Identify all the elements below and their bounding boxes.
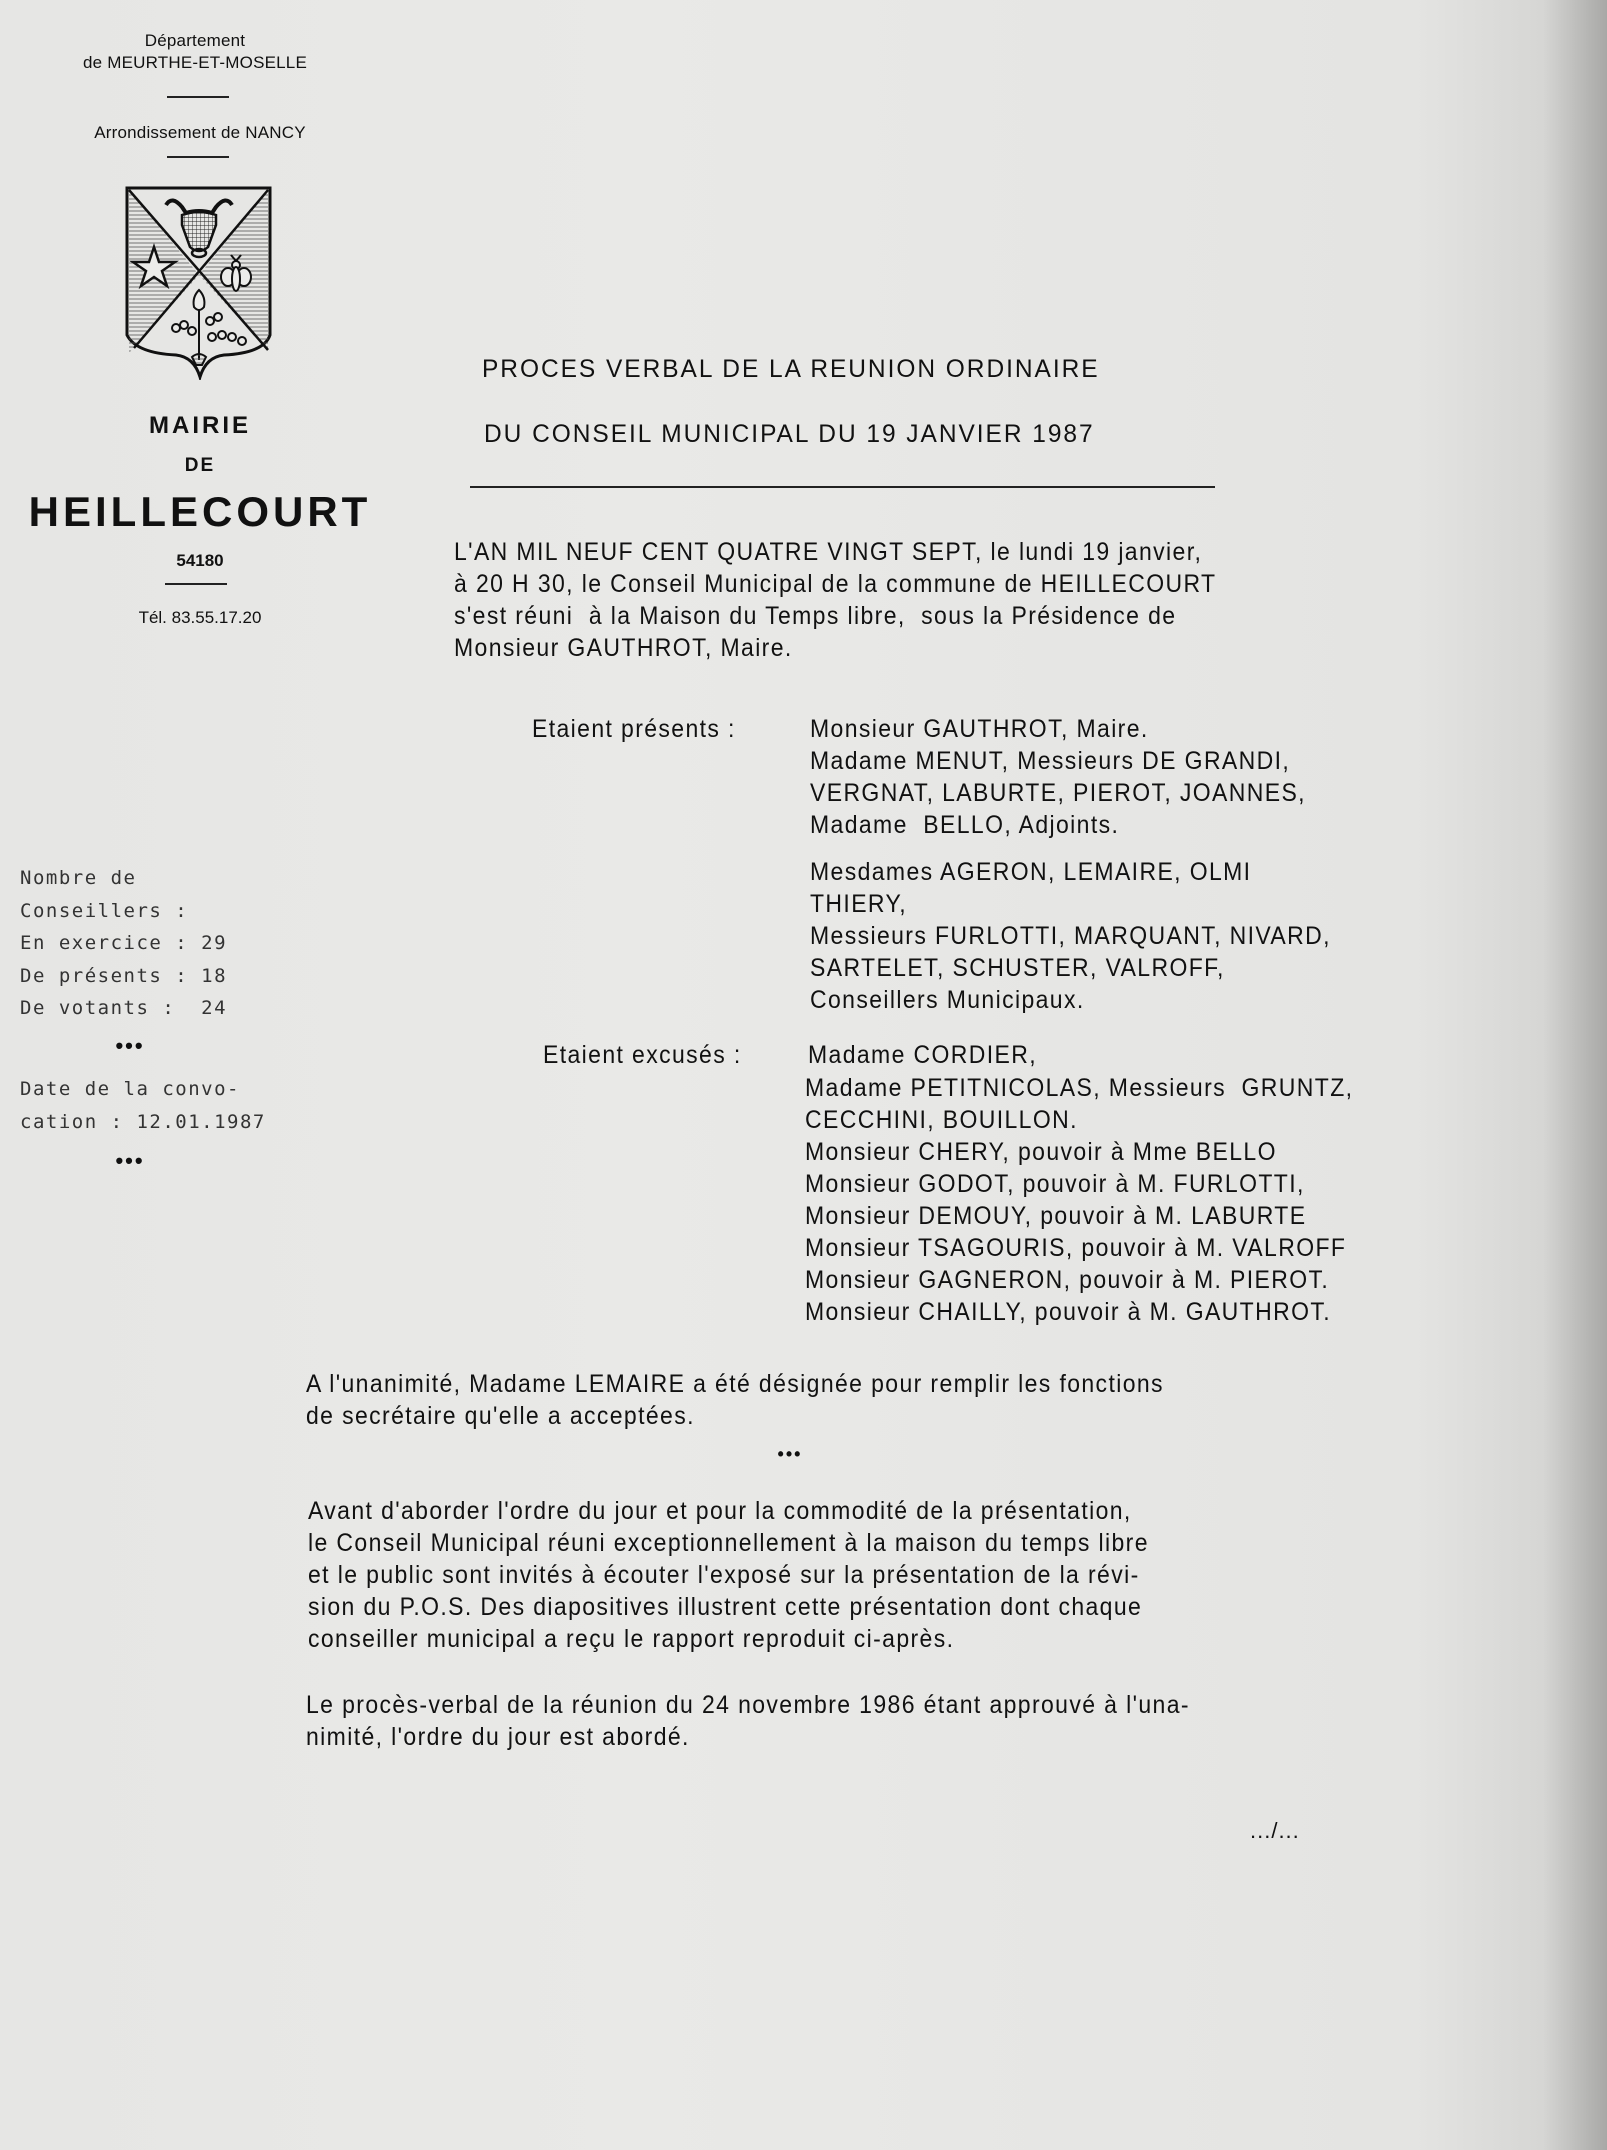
intro-line: L'AN MIL NEUF CENT QUATRE VINGT SEPT, le lundi 19 janvier, <box>454 538 1203 566</box>
de-label: DE <box>184 455 216 476</box>
excuses-label: Etaient excusés : <box>543 1041 742 1069</box>
divider <box>167 156 229 158</box>
convocation-date <box>20 1073 300 1138</box>
divider <box>167 96 229 98</box>
paragraph-line: Le procès-verbal de la réunion du 24 novembre 1986 étant approuvé à l'una- <box>306 1691 1190 1719</box>
excused-line: Madame CORDIER, <box>808 1041 1038 1069</box>
arrondissement: Arrondissement de NANCY <box>94 123 306 142</box>
excused-line: Monsieur TSAGOURIS, pouvoir à M. VALROFF <box>805 1234 1347 1262</box>
presents-label: Etaient présents : <box>532 715 736 743</box>
attendee-line: VERGNAT, LABURTE, PIEROT, JOANNES, <box>810 779 1306 807</box>
council-counts <box>20 862 290 1025</box>
intro-paragraph <box>454 536 1283 664</box>
title-underline <box>470 486 1215 488</box>
attendee-line: SARTELET, SCHUSTER, VALROFF, <box>810 954 1225 982</box>
convocation-line: Date de la convo- <box>20 1078 240 1100</box>
excused-line: Monsieur DEMOUY, pouvoir à M. LABURTE <box>805 1202 1307 1230</box>
intro-line: Monsieur GAUTHROT, Maire. <box>454 634 793 662</box>
count-line: De présents : 18 <box>20 964 228 987</box>
departement-line1: Département <box>144 31 246 50</box>
approval-paragraph <box>306 1689 1267 1753</box>
convocation-line: cation : 12.01.1987 <box>20 1110 266 1133</box>
excused-line: Monsieur CHAILLY, pouvoir à M. GAUTHROT. <box>805 1298 1332 1326</box>
excuses-list-continued <box>805 1072 1401 1328</box>
continuation-mark: .../... <box>1250 1818 1300 1843</box>
attendee-line: Conseillers Municipaux. <box>810 986 1085 1014</box>
secretary-paragraph <box>306 1368 1239 1432</box>
attendee-line: Mesdames AGERON, LEMAIRE, OLMI <box>810 858 1252 886</box>
paragraph-line: nimité, l'ordre du jour est abordé. <box>306 1723 690 1751</box>
count-line: Conseillers : <box>20 899 189 922</box>
presents-list <box>810 713 1376 1016</box>
document-title-line2: DU CONSEIL MUNICIPAL DU 19 JANVIER 1987 <box>484 420 1095 448</box>
excused-line: Monsieur CHERY, pouvoir à Mme BELLO <box>805 1138 1277 1166</box>
count-line: De votants : 24 <box>20 997 228 1019</box>
attendee-line: Messieurs FURLOTTI, MARQUANT, NIVARD, <box>810 922 1331 950</box>
paragraph-line: de secrétaire qu'elle a acceptées. <box>306 1402 695 1430</box>
paragraph-line: A l'unanimité, Madame LEMAIRE a été désignée pour remplir les fonctions <box>306 1370 1164 1398</box>
intro-line: s'est réuni à la Maison du Temps libre, sous la Présidence de <box>454 602 1177 630</box>
excused-line: CECCHINI, BOUILLON. <box>805 1106 1078 1134</box>
separator-dots: ••• <box>777 1444 803 1464</box>
coat-of-arms-icon <box>124 185 276 380</box>
departement-line2: de MEURTHE-ET-MOSELLE <box>83 53 307 72</box>
paragraph-line: Avant d'aborder l'ordre du jour et pour la commodité de la présentation, <box>308 1497 1132 1525</box>
paragraph-line: le Conseil Municipal réuni exceptionnellement à la maison du temps libre <box>308 1529 1149 1557</box>
attendee-line: THIERY, <box>810 890 908 918</box>
divider <box>165 583 227 585</box>
attendee-line: Monsieur GAUTHROT, Maire. <box>810 715 1149 743</box>
paragraph-line: sion du P.O.S. Des diapositives illustrent cette présentation dont chaque <box>308 1593 1143 1621</box>
postal-code: 54180 <box>176 551 224 570</box>
excused-line: Madame PETITNICOLAS, Messieurs GRUNTZ, <box>805 1074 1354 1102</box>
mairie-label: MAIRIE <box>149 412 251 439</box>
excuses-list <box>808 1039 1057 1071</box>
document-title-line1: PROCES VERBAL DE LA REUNION ORDINAIRE <box>482 355 1100 383</box>
excused-line: Monsieur GODOT, pouvoir à M. FURLOTTI, <box>805 1170 1305 1198</box>
separator-dots: ••• <box>115 1033 145 1058</box>
paragraph-line: conseiller municipal a reçu le rapport reproduit ci-après. <box>308 1625 955 1653</box>
attendee-line: Madame MENUT, Messieurs DE GRANDI, <box>810 747 1291 775</box>
count-line: En exercice : 29 <box>20 932 228 954</box>
intro-line: à 20 H 30, le Conseil Municipal de la commune de HEILLECOURT <box>454 570 1217 598</box>
count-line: Nombre de <box>20 867 137 889</box>
excused-line: Monsieur GAGNERON, pouvoir à M. PIEROT. <box>805 1266 1330 1294</box>
letterhead-departement <box>60 30 330 74</box>
town-name: HEILLECOURT <box>28 488 372 535</box>
attendee-line: Madame BELLO, Adjoints. <box>810 811 1120 839</box>
presentation-paragraph <box>308 1495 1222 1655</box>
paragraph-line: et le public sont invités à écouter l'exposé sur la présentation de la révi- <box>308 1561 1140 1589</box>
separator-dots: ••• <box>115 1148 145 1173</box>
telephone: Tél. 83.55.17.20 <box>138 608 262 627</box>
